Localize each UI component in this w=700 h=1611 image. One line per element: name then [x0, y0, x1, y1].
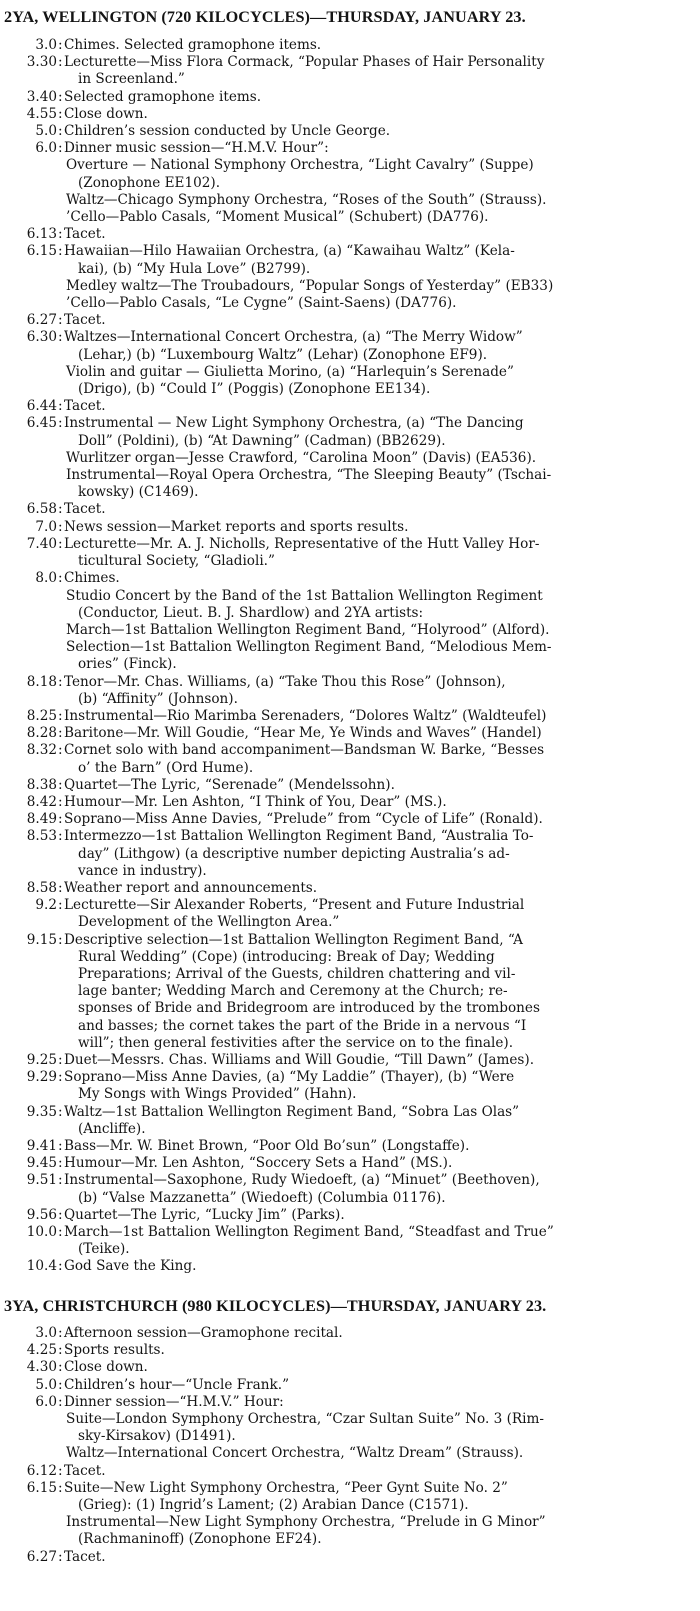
entry-line: Sports results. [64, 1342, 165, 1359]
schedule-entry [0, 415, 700, 501]
schedule-entry [0, 501, 700, 518]
entry-line: Humour—Mr. Len Ashton, “I Think of You, Dear” (MS.). [64, 793, 447, 810]
entry-time: 4.25 [26, 1342, 57, 1359]
entry-separator: : [58, 897, 63, 914]
entry-time: 6.44 [26, 398, 57, 415]
entry-line: Tenor—Mr. Chas. Williams, (a) “Take Thou this Rose” (Johnson), [64, 673, 506, 690]
schedule-entry [0, 777, 700, 794]
entry-time: 6.27 [26, 1548, 57, 1565]
entry-time: 4.55 [26, 105, 57, 122]
entry-line: kai), (b) “My Hula Love” (B2799). [78, 260, 311, 277]
entry-line: March—1st Battalion Wellington Regiment Band, “Steadfast and True” [64, 1224, 554, 1241]
entry-line: ticultural Society, “Gladioli.” [78, 553, 275, 570]
entry-separator: : [58, 725, 63, 742]
entry-time: 8.53 [26, 828, 57, 845]
schedule-entry [0, 1224, 700, 1258]
entry-line: Selection—1st Battalion Wellington Regiment Band, “Melodious Mem- [66, 639, 552, 656]
entry-line: Instrumental—New Light Symphony Orchestra, “Prelude in G Minor” [66, 1514, 546, 1531]
entry-text [64, 811, 694, 828]
entry-separator: : [58, 879, 63, 896]
entry-separator: : [58, 1206, 63, 1223]
schedule-entry [0, 828, 700, 880]
schedule-entry [0, 897, 700, 931]
entry-separator: : [58, 1138, 63, 1154]
entry-time: 3.0 [35, 1325, 57, 1341]
entry-line: Waltz—1st Battalion Wellington Regiment Band, “Sobra Las Olas” [64, 1103, 520, 1120]
entry-line: Waltz—Chicago Symphony Orchestra, “Roses of the South” (Strauss). [66, 191, 547, 208]
entry-line: (Rachmaninoff) (Zonophone EF24). [78, 1531, 322, 1548]
entry-line: Tacet. [64, 1462, 106, 1479]
entry-time: 7.0 [35, 518, 57, 535]
entry-line: God Save the King. [64, 1258, 197, 1275]
entry-line: (Conductor, Lieut. B. J. Shardlow) and 2YA artists: [78, 604, 424, 621]
entry-text [64, 1104, 694, 1138]
entry-line: Close down. [64, 1359, 148, 1376]
entry-line: Tacet. [64, 226, 106, 243]
entry-separator: : [58, 501, 63, 518]
entry-separator: : [58, 88, 63, 105]
entry-line: ories” (Finck). [78, 656, 177, 673]
entry-time: 9.29 [26, 1069, 57, 1086]
schedule-entry [0, 329, 700, 398]
schedule-entry [0, 140, 700, 226]
entry-line: Chimes. Selected gramophone items. [64, 37, 322, 53]
schedule-entry [0, 880, 700, 897]
entry-time: 9.45 [26, 1155, 57, 1172]
entry-text [64, 1480, 694, 1549]
entry-time: 6.58 [26, 501, 57, 518]
entry-line: (b) “Affinity” (Johnson). [78, 690, 238, 707]
entry-separator: : [58, 811, 63, 828]
schedule-entry [0, 1052, 700, 1069]
entry-line: Waltzes—International Concert Orchestra, (a) “The Merry Widow” [64, 329, 523, 346]
entry-text [64, 329, 694, 398]
entry-line: Descriptive selection—1st Battalion Wellington Regiment Band, “A [64, 931, 523, 948]
entry-line: Rural Wedding” (Cope) (introducing: Break of Day; Wedding [78, 948, 495, 965]
entry-line: March—1st Battalion Wellington Regiment Band, “Holyrood” (Alford). [66, 621, 550, 638]
schedule-entry [0, 1342, 700, 1359]
entry-text [64, 828, 694, 880]
entry-time: 8.49 [26, 811, 57, 828]
entry-line: News session—Market reports and sports results. [64, 518, 409, 535]
entry-text [64, 897, 694, 931]
entry-line: Children’s hour—“Uncle Frank.” [64, 1376, 290, 1393]
entry-time: 9.56 [26, 1206, 57, 1223]
entry-time: 6.30 [26, 329, 57, 346]
schedule-entry [0, 1359, 700, 1376]
schedule-2ya [0, 37, 700, 1276]
entry-time: 8.32 [26, 742, 57, 759]
entry-separator: : [58, 793, 63, 810]
entry-separator: : [58, 1462, 63, 1479]
entry-line: (b) “Valse Mazzanetta” (Wiedoeft) (Columbia 01176). [78, 1189, 446, 1206]
entry-time: 6.27 [26, 312, 57, 329]
entry-text [64, 794, 694, 811]
entry-separator: : [58, 243, 63, 260]
entry-separator: : [58, 1069, 63, 1086]
entry-separator: : [58, 776, 63, 793]
entry-time: 5.0 [35, 1376, 57, 1393]
entry-separator: : [58, 1103, 63, 1120]
entry-separator: : [58, 312, 63, 329]
entry-line: Soprano—Miss Anne Davies, “Prelude” from “Cycle of Life” (Ronald). [64, 811, 543, 828]
entry-text [64, 674, 694, 708]
schedule-entry [0, 54, 700, 88]
entry-separator: : [58, 398, 63, 415]
entry-text [64, 415, 694, 501]
schedule-entry [0, 1258, 700, 1275]
entry-line: Instrumental—Royal Opera Orchestra, “The Sleeping Beauty” (Tschai- [66, 467, 552, 484]
entry-line: (Ancliffe). [78, 1120, 146, 1137]
entry-time: 6.0 [35, 140, 57, 157]
entry-line: Cornet solo with band accompaniment—Bandsman W. Barke, “Besses [64, 742, 545, 759]
entry-separator: : [58, 1376, 63, 1393]
entry-text [64, 880, 694, 897]
entry-separator: : [58, 37, 63, 53]
schedule-entry [0, 1155, 700, 1172]
schedule-entry [0, 1138, 700, 1155]
entry-line: sponses of Bride and Bridegroom are introduced by the trombones [78, 1000, 540, 1017]
entry-time: 8.18 [26, 673, 57, 690]
schedule-entry [0, 123, 700, 140]
entry-text [64, 89, 694, 106]
entry-line: Medley waltz—The Troubadours, “Popular Songs of Yesterday” (EB33) [66, 277, 554, 294]
entry-separator: : [58, 673, 63, 690]
entry-line: (Drigo), (b) “Could I” (Poggis) (Zonophone EE134). [78, 381, 431, 398]
entry-separator: : [58, 54, 63, 71]
entry-line: and basses; the cornet takes the part of the Bride in a nervous “I [78, 1017, 527, 1034]
entry-text [64, 932, 694, 1052]
station-heading-3ya: 3YA, CHRISTCHURCH (980 KILOCYCLES)—THURSDAY, JANUARY 23. [4, 1297, 547, 1315]
entry-line: Selected gramophone items. [64, 88, 262, 105]
entry-time: 6.45 [26, 415, 57, 432]
entry-line: Quartet—The Lyric, “Serenade” (Mendelssohn). [64, 776, 395, 793]
entry-text [64, 54, 694, 88]
schedule-entry [0, 1394, 700, 1463]
entry-time: 6.0 [35, 1393, 57, 1410]
schedule-entry [0, 536, 700, 570]
entry-time: 9.25 [26, 1051, 57, 1068]
entry-line: kowsky) (C1469). [78, 484, 199, 501]
entry-line: (Lehar,) (b) “Luxembourg Waltz” (Lehar) (Zonophone EF9). [78, 346, 488, 363]
schedule-entry [0, 1480, 700, 1549]
schedule-entry [0, 37, 700, 54]
entry-separator: : [58, 1051, 63, 1068]
entry-separator: : [58, 1548, 63, 1565]
entry-line: sky-Kirsakov) (D1491). [78, 1428, 236, 1445]
entry-time: 10.0 [26, 1224, 57, 1241]
entry-text [64, 1224, 694, 1258]
entry-text [64, 1172, 694, 1206]
entry-line: ’Cello—Pablo Casals, “Le Cygne” (Saint-Saens) (DA776). [66, 295, 457, 312]
schedule-entry [0, 226, 700, 243]
entry-time: 4.30 [26, 1359, 57, 1376]
entry-text [64, 1138, 694, 1155]
entry-text [64, 226, 694, 243]
entry-line: Quartet—The Lyric, “Lucky Jim” (Parks). [64, 1206, 345, 1223]
entry-text [64, 1377, 694, 1394]
entry-text [64, 1207, 694, 1224]
entry-line: Tacet. [64, 312, 106, 329]
schedule-entry [0, 1104, 700, 1138]
entry-time: 5.0 [35, 123, 57, 140]
entry-line: Dinner music session—“H.M.V. Hour”: [64, 140, 329, 157]
schedule-entry [0, 1377, 700, 1394]
entry-line: Instrumental—Rio Marimba Serenaders, “Dolores Waltz” (Waldteufel) [64, 707, 547, 724]
entry-separator: : [58, 1258, 63, 1275]
entry-line: vance in industry). [78, 862, 207, 879]
entry-line: Suite—New Light Symphony Orchestra, “Peer Gynt Suite No. 2” [64, 1479, 508, 1496]
entry-line: Studio Concert by the Band of the 1st Battalion Wellington Regiment [66, 587, 543, 604]
station-heading-2ya: 2YA, WELLINGTON (720 KILOCYCLES)—THURSDAY, JANUARY 23. [4, 8, 526, 26]
entry-time: 3.0 [35, 37, 57, 53]
entry-separator: : [58, 140, 63, 157]
entry-time: 10.4 [26, 1258, 57, 1275]
entry-text [64, 519, 694, 536]
entry-separator: : [58, 1155, 63, 1172]
entry-line: Baritone—Mr. Will Goudie, “Hear Me, Ye Winds and Waves” (Handel) [64, 725, 542, 742]
entry-time: 6.13 [26, 226, 57, 243]
entry-separator: : [58, 518, 63, 535]
schedule-3ya [0, 1325, 700, 1566]
entry-time: 8.25 [26, 707, 57, 724]
entry-time: 8.28 [26, 725, 57, 742]
entry-separator: : [58, 1342, 63, 1359]
schedule-entry [0, 243, 700, 312]
entry-text [64, 777, 694, 794]
entry-line: lage banter; Wedding March and Ceremony at the Church; re- [78, 983, 508, 1000]
schedule-entry [0, 89, 700, 106]
schedule-entry [0, 742, 700, 776]
entry-line: (Grieg): (1) Ingrid’s Lament; (2) Arabian Dance (C1571). [78, 1497, 469, 1514]
schedule-entry [0, 932, 700, 1052]
entry-line: Bass—Mr. W. Binet Brown, “Poor Old Bo’sun” (Longstaffe). [64, 1138, 470, 1154]
entry-text [64, 37, 694, 54]
schedule-entry [0, 811, 700, 828]
schedule-entry [0, 1207, 700, 1224]
entry-line: Dinner session—“H.M.V.” Hour: [64, 1393, 284, 1410]
entry-text [64, 1549, 694, 1566]
entry-line: Instrumental — New Light Symphony Orchestra, (a) “The Dancing [64, 415, 524, 432]
entry-text [64, 1325, 694, 1342]
entry-line: Afternoon session—Gramophone recital. [64, 1325, 343, 1341]
entry-line: Children’s session conducted by Uncle George. [64, 123, 391, 140]
entry-separator: : [58, 226, 63, 243]
entry-time: 9.41 [26, 1138, 57, 1154]
schedule-entry [0, 794, 700, 811]
schedule-entry [0, 1463, 700, 1480]
entry-separator: : [58, 1325, 63, 1341]
entry-text [64, 1394, 694, 1463]
entry-text [64, 106, 694, 123]
entry-text [64, 1463, 694, 1480]
entry-line: ’Cello—Pablo Casals, “Moment Musical” (Schubert) (DA776). [66, 209, 489, 226]
entry-text [64, 1359, 694, 1376]
entry-time: 8.42 [26, 793, 57, 810]
entry-line: Waltz—International Concert Orchestra, “Waltz Dream” (Strauss). [66, 1445, 524, 1462]
entry-line: Lecturette—Mr. A. J. Nicholls, Representative of the Hutt Valley Hor- [64, 535, 540, 552]
entry-separator: : [58, 1172, 63, 1189]
entry-text [64, 1342, 694, 1359]
entry-text [64, 742, 694, 776]
entry-separator: : [58, 742, 63, 759]
entry-line: Tacet. [64, 398, 106, 415]
entry-line: (Teike). [78, 1241, 130, 1258]
entry-text [64, 725, 694, 742]
entry-text [64, 312, 694, 329]
schedule-entry [0, 398, 700, 415]
entry-line: Development of the Wellington Area.” [78, 914, 340, 931]
entry-separator: : [58, 1479, 63, 1496]
entry-line: Wurlitzer organ—Jesse Crawford, “Carolina Moon” (Davis) (EA536). [66, 449, 537, 466]
entry-text [64, 1258, 694, 1275]
entry-line: Humour—Mr. Len Ashton, “Soccery Sets a Hand” (MS.). [64, 1155, 453, 1172]
entry-line: Chimes. [64, 570, 120, 587]
entry-line: Tacet. [64, 1548, 106, 1565]
entry-time: 7.40 [26, 535, 57, 552]
entry-separator: : [58, 535, 63, 552]
entry-time: 8.58 [26, 879, 57, 896]
schedule-entry [0, 106, 700, 123]
entry-line: Duet—Messrs. Chas. Williams and Will Goudie, “Till Dawn” (James). [64, 1051, 535, 1068]
entry-time: 3.30 [26, 54, 57, 71]
entry-text [64, 570, 694, 673]
schedule-entry [0, 708, 700, 725]
entry-line: Weather report and announcements. [64, 879, 318, 896]
entry-line: Close down. [64, 105, 148, 122]
schedule-entry [0, 1549, 700, 1566]
entry-line: My Songs with Wings Provided” (Hahn). [78, 1086, 357, 1103]
entry-time: 6.15 [26, 243, 57, 260]
entry-line: day” (Lithgow) (a descriptive number depicting Australia’s ad- [78, 845, 510, 862]
entry-time: 9.35 [26, 1103, 57, 1120]
schedule-entry [0, 519, 700, 536]
entry-separator: : [58, 1359, 63, 1376]
entry-time: 6.12 [26, 1462, 57, 1479]
entry-line: Lecturette—Sir Alexander Roberts, “Present and Future Industrial [64, 897, 525, 914]
schedule-entry [0, 1069, 700, 1103]
schedule-entry [0, 1325, 700, 1342]
entry-time: 9.15 [26, 931, 57, 948]
entry-line: Tacet. [64, 501, 106, 518]
entry-line: Overture — National Symphony Orchestra, “Light Cavalry” (Suppe) [66, 157, 534, 174]
entry-text [64, 708, 694, 725]
entry-separator: : [58, 123, 63, 140]
entry-text [64, 398, 694, 415]
entry-text [64, 243, 694, 312]
entry-text [64, 1052, 694, 1069]
entry-line: Hawaiian—Hilo Hawaiian Orchestra, (a) “Kawaihau Waltz” (Kela- [64, 243, 515, 260]
entry-line: Instrumental—Saxophone, Rudy Wiedoeft, (a) “Minuet” (Beethoven), [64, 1172, 540, 1189]
schedule-entry [0, 570, 700, 673]
entry-text [64, 1155, 694, 1172]
entry-time: 9.2 [35, 897, 57, 914]
entry-separator: : [58, 1224, 63, 1241]
entry-line: Preparations; Arrival of the Guests, children chattering and vil- [78, 965, 516, 982]
schedule-entry [0, 725, 700, 742]
entry-line: in Screenland.” [78, 71, 185, 88]
entry-separator: : [58, 828, 63, 845]
entry-separator: : [58, 105, 63, 122]
entry-separator: : [58, 931, 63, 948]
entry-time: 3.40 [26, 88, 57, 105]
entry-text [64, 1069, 694, 1103]
schedule-entry [0, 312, 700, 329]
entry-text [64, 140, 694, 226]
entry-separator: : [58, 707, 63, 724]
entry-line: Doll” (Poldini), (b) “At Dawning” (Cadman) (BB2629). [78, 432, 446, 449]
entry-line: Suite—London Symphony Orchestra, “Czar Sultan Suite” No. 3 (Rim- [66, 1411, 544, 1428]
entry-line: will”; then general festivities after the service on to the finale). [78, 1034, 514, 1051]
entry-line: Lecturette—Miss Flora Cormack, “Popular Phases of Hair Personality [64, 54, 545, 71]
schedule-entry [0, 674, 700, 708]
entry-time: 9.51 [26, 1172, 57, 1189]
entry-text [64, 123, 694, 140]
entry-text [64, 536, 694, 570]
entry-separator: : [58, 1393, 63, 1410]
entry-time: 6.15 [26, 1479, 57, 1496]
entry-separator: : [58, 415, 63, 432]
entry-line: Soprano—Miss Anne Davies, (a) “My Laddie” (Thayer), (b) “Were [64, 1069, 515, 1086]
entry-line: Violin and guitar — Giulietta Morino, (a) “Harlequin’s Serenade” [66, 363, 514, 380]
entry-time: 8.0 [35, 570, 57, 587]
entry-line: Intermezzo—1st Battalion Wellington Regiment Band, “Australia To- [64, 828, 534, 845]
entry-time: 8.38 [26, 776, 57, 793]
schedule-entry [0, 1172, 700, 1206]
entry-text [64, 501, 694, 518]
entry-line: o’ the Barn” (Ord Hume). [78, 759, 254, 776]
entry-line: (Zonophone EE102). [78, 174, 221, 191]
entry-separator: : [58, 329, 63, 346]
entry-separator: : [58, 570, 63, 587]
